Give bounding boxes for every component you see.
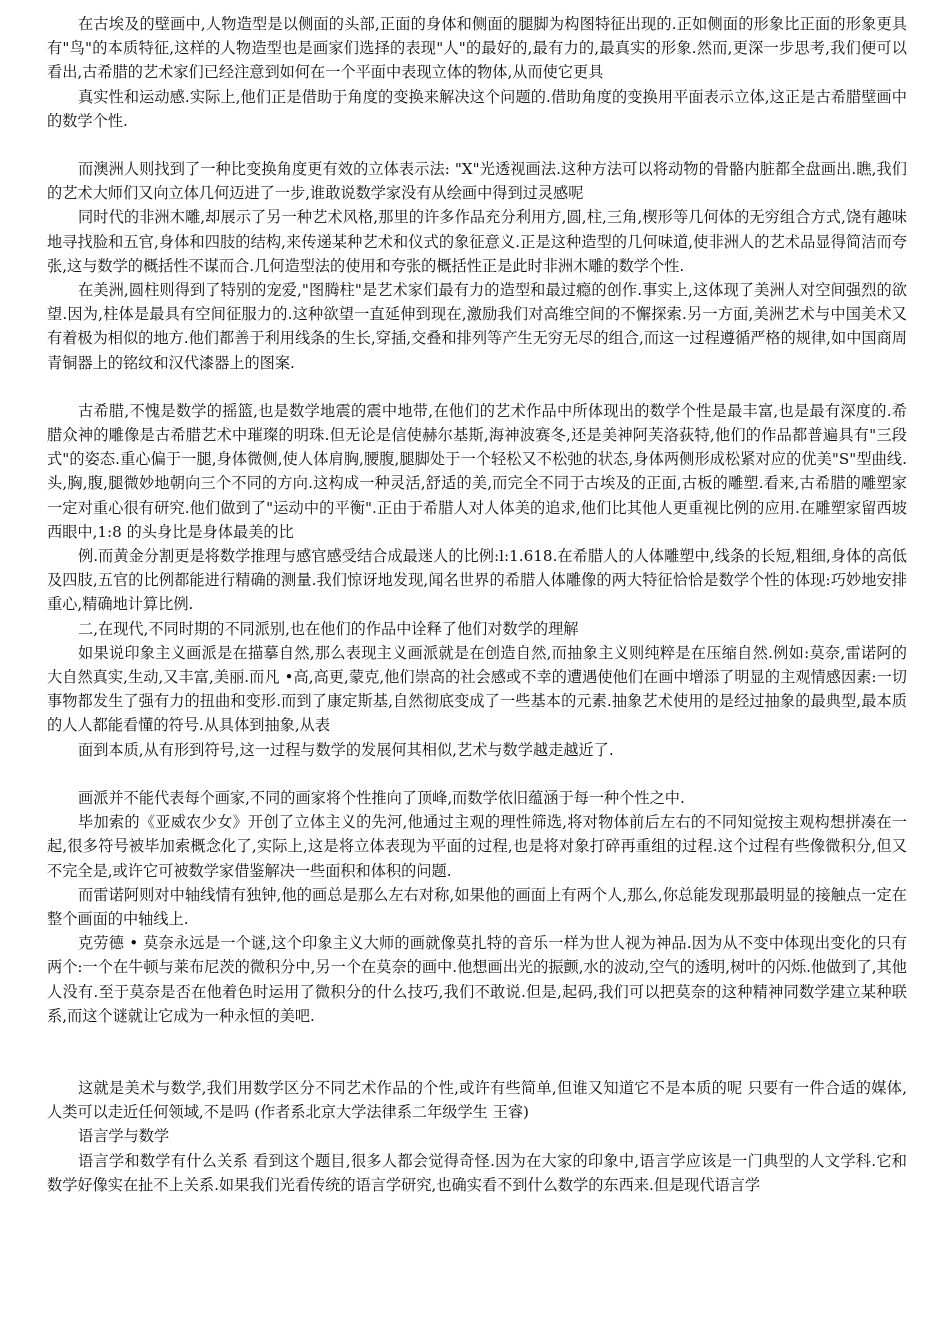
section-heading-modern: 二,在现代,不同时期的不同派别,也在他们的作品中诠释了他们对数学的理解 (78, 619, 579, 638)
paragraph-monet: 克劳德 • 莫奈永远是一个谜,这个印象主义大师的画就像莫扎特的音乐一样为世人视为神品.因为从不变中体现出变化的只有两个:一个在牛顿与莱布尼茨的微积分中,另一个在莫奈的画中.他想画出光的振颤,水的波动,空气的透明,树叶的闪烁.他做到了,其他人没有.至于莫奈是否在他着色时运用了微积分的什么技巧,我们不敢说.但是,起码,我们可以把莫奈的这种精神同数学建立某种联系,而这个谜就让它成为一种永恒的美吧. (47, 934, 907, 1025)
section-heading-linguistics: 语言学与数学 (78, 1127, 170, 1146)
paragraph-africa: 同时代的非洲木雕,却展示了另一种艺术风格,那里的许多作品充分利用方,圆,柱,三角,楔形等几何体的无穷组合方式,饶有趣味地寻找脸和五官,身体和四肢的结构,来传递某种艺术和仪式的象征意义.正是这种造型的几何味道,使非洲人的艺术品显得简洁而夸张,这与数学的概括性不谋而合.几何造型法的使用和夸张的概括性正是此时非洲木雕的数学个性. (47, 208, 907, 275)
paragraph-linguistics: 语言学和数学有什么关系 看到这个题目,很多人都会觉得奇怪.因为在大家的印象中,语言学应该是一门典型的人文学科.它和数学好像实在扯不上关系.如果我们光看传统的语言学研究,也确实看不到什么数学的东西来.但是现代语言学 (47, 1151, 907, 1194)
paragraph-schools: 画派并不能代表每个画家,不同的画家将个性推向了顶峰,而数学依旧蕴涵于每一种个性之中. (78, 788, 685, 807)
document-page (47, 12, 907, 1197)
paragraph-renoir: 而雷诺阿则对中轴线情有独钟,他的画总是那么左右对称,如果他的画面上有两个人,那么,你总能发现那最明显的接触点一定在整个画面的中轴线上. (47, 885, 907, 928)
paragraph-picasso: 毕加索的《亚威农少女》开创了立体主义的先河,他通过主观的理性筛选,将对物体前后左右的不同知觉按主观构想拼凑在一起,很多符号被毕加索概念化了,实际上,这是将立体表现为平面的过程,也是将对象打碎再重组的过程.这个过程有些像微积分,但又不完全是,或许它可被数学家借鉴解决一些面积和体积的问题. (47, 813, 907, 880)
paragraph-greece: 古希腊,不愧是数学的摇篮,也是数学地震的震中地带,在他们的艺术作品中所体现出的数学个性是最丰富,也是最有深度的.希腊众神的雕像是古希腊艺术中璀璨的明珠.但无论是信使赫尔基斯,海神波赛冬,还是美神阿芙洛荻特,他们的作品都普遍具有"三段式"的姿态.重心偏于一腿,身体微侧,使人体肩胸,腰腹,腿脚处于一个轻松又不松弛的状态,身体两侧形成松紧对应的优美"S"型曲线.头,胸,腹,腿微妙地朝向三个不同的方向.这构成一种灵活,舒适的美,而完全不同于古埃及的正面,古板的雕塑.看来,古希腊的雕塑家一定对重心很有研究.他们做到了"运动中的平衡".正由于希腊人对人体美的追求,他们比其他人更重视比例的应用.在雕塑家留西坡西眼中,1:8 的头身比是身体最美的比 (47, 401, 907, 541)
paragraph-egypt: 在古埃及的壁画中,人物造型是以侧面的头部,正面的身体和侧面的腿脚为构图特征出现的.正如侧面的形象比正面的形象更具有"鸟"的本质特征,这样的人物造型也是画家们选择的表现"人"的最好的,最有力的,最真实的形象.然而,更深一步思考,我们便可以看出,古希腊的艺术家们已经注意到如何在一个平面中表现立体的物体,从而使它更具 (47, 15, 907, 82)
paragraph-australia: 而澳洲人则找到了一种比变换角度更有效的立体表示法: "X"光透视画法.这种方法可以将动物的骨骼内脏都全盘画出.瞧,我们的艺术大师们又向立体几何迈进了一步,谁敢说数学家没有从绘画中得到过灵感呢 (47, 160, 907, 203)
paragraph-america: 在美洲,圆柱则得到了特别的宠爱,"图腾柱"是艺术家们最有力的造型和最过瘾的创作.事实上,这体现了美洲人对空间强烈的欲望.因为,柱体是最具有空间征服力的.这种欲望一直延伸到现在,激励我们对高维空间的不懈探索.另一方面,美洲艺术与中国美术又有着极为相似的地方.他们都善于利用线条的生长,穿插,交叠和排列等产生无穷无尽的组合,而这一过程遵循严格的规律,如中国商周青铜器上的铭纹和汉代漆器上的图案. (47, 281, 907, 372)
paragraph-impressionism-cont: 面到本质,从有形到符号,这一过程与数学的发展何其相似,艺术与数学越走越近了. (78, 740, 614, 759)
paragraph-impressionism: 如果说印象主义画派是在描摹自然,那么表现主义画派就是在创造自然,而抽象主义则纯粹是在压缩自然.例如:莫奈,雷诺阿的大自然真实,生动,又丰富,美丽.而凡 •高,高更,蒙克,他们崇高的社会感或不幸的遭遇使他们在画中增添了明显的主观情感因素:一切事物都发生了强有力的扭曲和变形.而到了康定斯基,自然彻底变成了一些基本的元素.抽象艺术使用的是经过抽象的最典型,最本质的人人都能看懂的符号.从具体到抽象,从表 (47, 643, 907, 735)
paragraph-conclusion: 这就是美术与数学,我们用数学区分不同艺术作品的个性,或许有些简单,但谁又知道它不是本质的呢 只要有一件合适的媒体,人类可以走近任何领域,不是吗 (作者系北京大学法律系二年级学生 王睿) (47, 1078, 907, 1122)
paragraph-greece-cont: 例.而黄金分割更是将数学推理与感官感受结合成最迷人的比例:l:1.618.在希腊人的人体雕塑中,线条的长短,粗细,身体的高低及四肢,五官的比例都能进行精确的测量.我们惊讶地发现,闻名世界的希腊人体雕像的两大特征恰恰是数学个性的体现:巧妙地安排重心,精确地计算比例. (47, 547, 907, 614)
paragraph-egypt-cont: 真实性和运动感.实际上,他们正是借助于角度的变换来解决这个问题的.借助角度的变换用平面表示立体,这正是古希腊壁画中的数学个性. (47, 87, 907, 130)
